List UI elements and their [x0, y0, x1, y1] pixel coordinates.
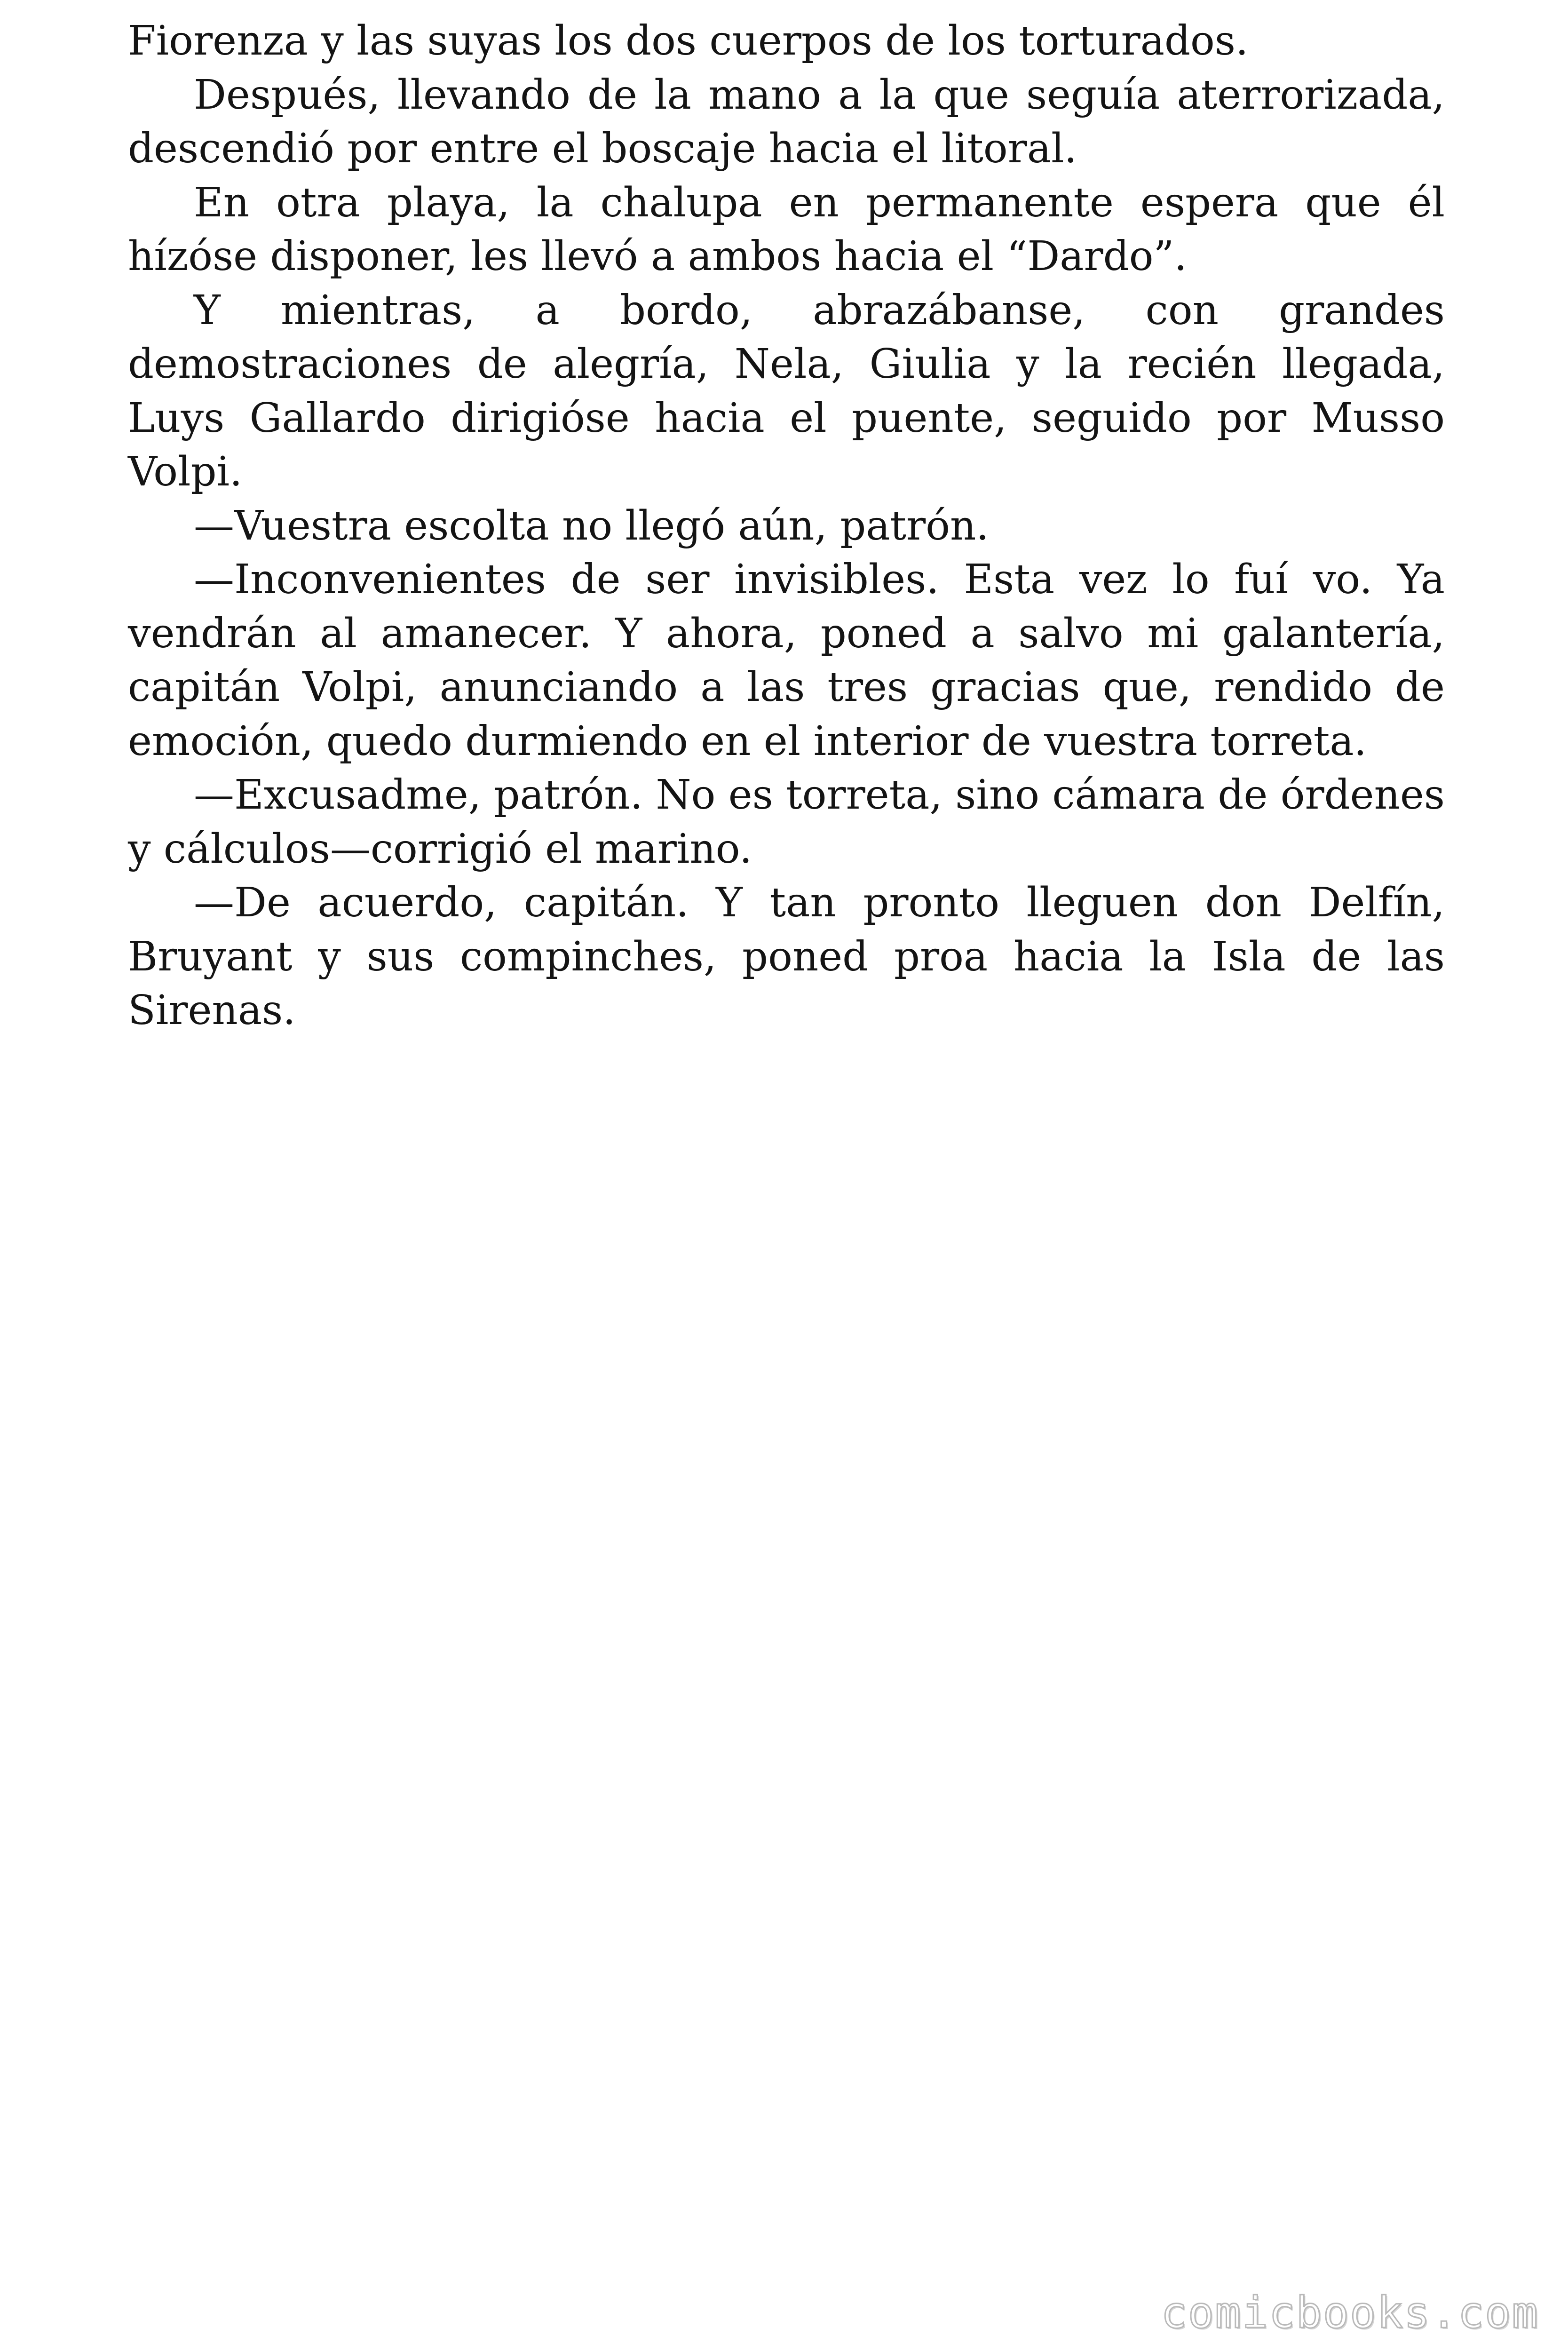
dialogue-line: —De acuerdo, capitán. Y tan pronto lleguen don Delfín, Bruyant y sus compinches, poned proa hacia la Isla de las Sirenas. — [128, 879, 1445, 1034]
dialogue-line: —Inconvenientes de ser invisibles. Esta vez lo fuí vo. Ya vendrán al amanecer. Y ahora, poned a salvo mi galantería, capitán Volpi, anunciando a las tres gracias que, rendido de emoción, quedo durmiendo en el interior de vuestra torreta. — [128, 556, 1445, 765]
watermark-text: comicbooks.com — [1161, 2288, 1539, 2338]
paragraph: En otra playa, la chalupa en permanente espera que él hízóse disponer, les llevó a ambos hacia el “Dardo”. — [128, 179, 1445, 280]
paragraph: Después, llevando de la mano a la que seguía aterrorizada, descendió por entre el boscaje hacia el litoral. — [128, 71, 1445, 172]
paragraph: Y mientras, a bordo, abrazábanse, con grandes demostraciones de alegría, Nela, Giulia y la recién llegada, Luys Gallardo dirigióse hacia el puente, seguido por Musso Volpi. — [128, 286, 1445, 495]
body-text — [128, 14, 1445, 1038]
dialogue-line: —Excusadme, patrón. No es torreta, sino cámara de órdenes y cálculos—corrigió el marino. — [128, 771, 1445, 873]
paragraph: Fiorenza y las suyas los dos cuerpos de los torturados. — [128, 17, 1249, 64]
dialogue-line: —Vuestra escolta no llegó aún, patrón. — [194, 502, 989, 549]
